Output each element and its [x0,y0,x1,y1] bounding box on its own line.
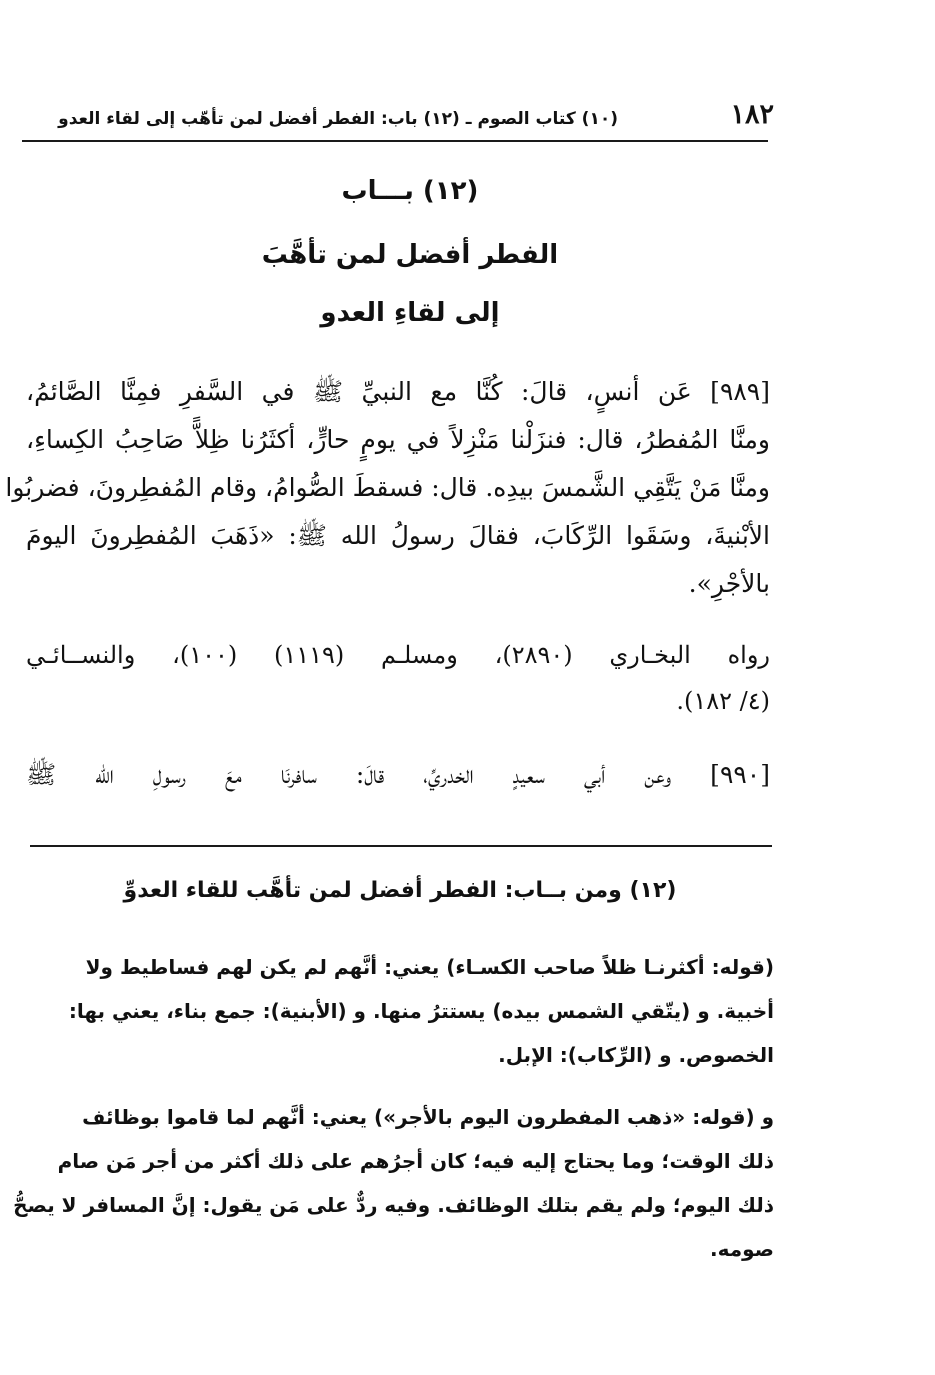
hadith-989-line-2: ومنَّا المُفطرُ، قال: فنزَلْنا مَنْزِلاً في يومٍ حارٍّ، أكثَرُنا ظِلاًّ صَاحِبُ الكِساءِ، [26,425,770,454]
running-head: (١٠) كتاب الصوم ـ (١٢) باب: الفطر أفضل لمن تأهّب إلى لقاء العدو [58,109,618,129]
hadith-990-line-1: [٩٩٠] وعن أبي سعيدٍ الخدريِّ، قالَ: سافرنَا معَ رسولِ الله ﷺ [26,760,770,789]
chapter-label: (١٢) بـــاب [341,176,479,206]
commentary-paragraph-2 [13,1095,774,1271]
commentary-p2-line-2: ذلك الوقت؛ وما يحتاج إليه فيه؛ كان أجرُهم على ذلك أكثر من أجر مَن صام [57,1149,774,1173]
hadith-989-line-5: بالأجْرِ». [688,569,770,598]
commentary-p1-line-3: الخصوص. و (الرِّكاب): الإبل. [498,1043,774,1067]
page-number: ١٨٢ [730,99,774,130]
chapter-title-line-2: إلى لقاءِ العدو [320,298,500,328]
hadith-989-line-1: [٩٨٩] عَن أنسٍ، قالَ: كُنَّا مع النبيِّ ﷺ في السَّفرِ فمِنَّا الصَّائمُ، [26,377,770,406]
chapter-title-line-1: الفطر أفضل لمن تأهَّبَ [261,240,559,270]
hadith-989-line-3: ومنَّا مَنْ يَتَّقِي الشَّمسَ بيدِه. قال: فسقطَ الصُّوامُ، وقام المُفطِرونَ، فضربُوا [5,473,770,502]
commentary-p2-line-3: ذلك اليوم؛ ولم يقم بتلك الوظائف. وفيه ردٌّ على مَن يقول: إنَّ المسافر لا يصحُّ [13,1193,774,1217]
commentary-p1-line-2: أخبية. و (يتّقي الشمس بيده) يستترُ منها. و (الأبنية): جمع بناء، يعني بها: [68,999,774,1023]
hadith-989-line-4: الأبْنيةَ، وسَقَوا الرِّكَابَ، فقالَ رسولُ الله ﷺ: «ذَهَبَ المُفطِرونَ اليومَ [26,521,770,550]
commentary-p2-line-4: صومه. [710,1237,774,1261]
takhrij-989-line-2: (٤/ ١٨٢). [676,687,770,715]
takhrij-989-line-1: رواه البخـاري (٢٨٩٠)، ومسلـم (١١١٩) (١٠٠)، والنســائـي [26,641,770,669]
commentary-p1-line-1: (قوله: أكثرنـا ظلاً صاحب الكسـاء) يعني: أنَّهم لم يكن لهم فساطيط ولا [85,955,774,979]
hadith-989 [5,368,770,608]
hadith-990 [26,752,770,798]
header-rule [22,140,768,142]
commentary-paragraph-1 [30,945,774,1077]
footnote-separator [30,845,772,847]
takhrij-989 [26,632,770,724]
commentary-title: (١٢) ومن بــاب: الفطر أفضل لمن تأهَّب للقاء العدوِّ [123,878,677,903]
commentary-p2-line-1: و (قوله: «ذهب المفطرون اليوم بالأجر») يعني: أنَّهم لما قاموا بوظائف [82,1105,774,1129]
